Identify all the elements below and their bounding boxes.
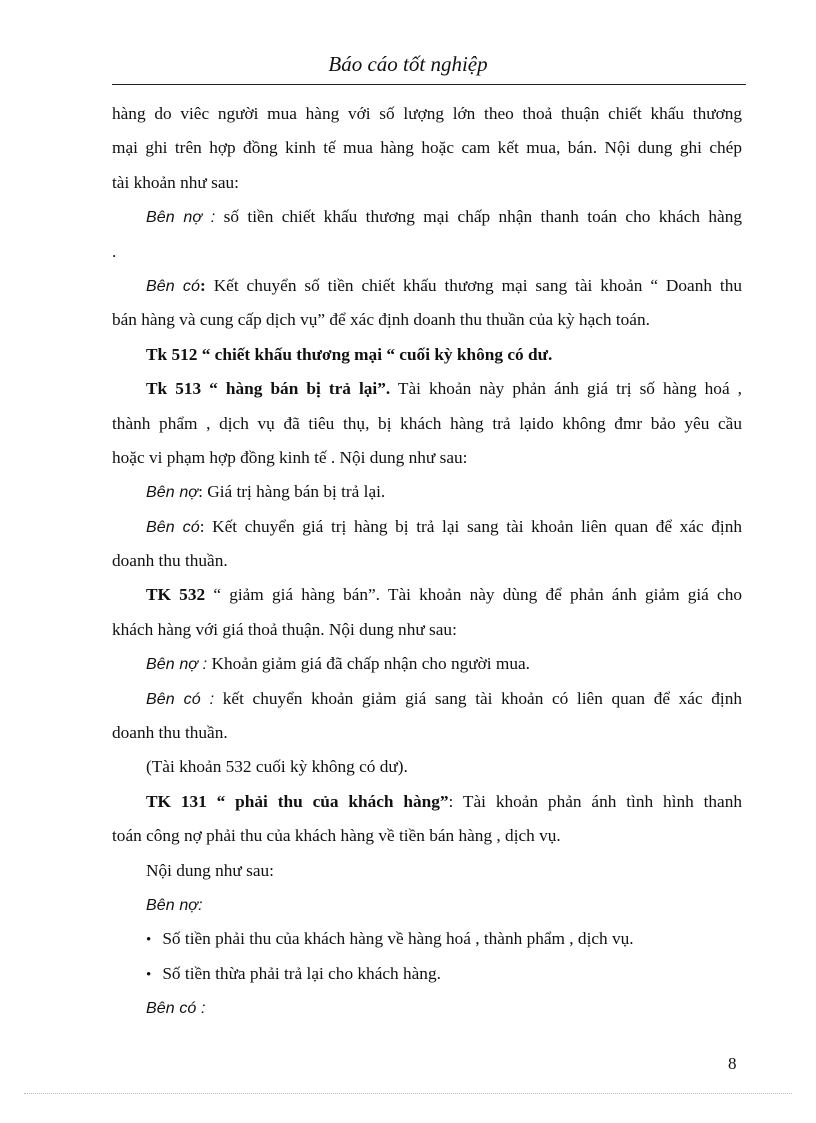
credit-line — [112, 269, 742, 303]
account-532-text: “ giảm giá hàng bán”. Tài khoản này dùng để phản ánh giảm giá cho — [205, 585, 742, 605]
list-item-text: Số tiền phải thu của khách hàng về hàng hoá , thành phẩm , dịch vụ. — [158, 929, 634, 949]
debit-line — [112, 647, 742, 681]
credit-line — [112, 991, 742, 1025]
paragraph-line: hàng do viêc người mua hàng với số lượng lớn theo thoả thuận chiết khấu thương — [112, 104, 742, 123]
credit-text: : Kết chuyển giá trị hàng bị trả lại sang tài khoản liên quan để xác định — [199, 516, 742, 536]
paragraph-line: doanh thu thuần. — [112, 551, 228, 571]
credit-label: Bên có — [146, 518, 200, 536]
account-512-heading: Tk 512 “ chiết khấu thương mại “ cuối kỳ không có dư. — [146, 344, 553, 364]
paragraph-line: (Tài khoản 532 cuối kỳ không có dư). — [146, 757, 408, 777]
debit-line — [112, 475, 742, 509]
paragraph-line: . — [112, 241, 117, 261]
account-131-heading: TK 131 “ phải thu của khách hàng” — [146, 791, 449, 811]
paragraph-line: tài khoản như sau: — [112, 172, 239, 192]
credit-line — [112, 510, 742, 544]
paragraph-line: toán công nợ phải thu của khách hàng về tiền bán hàng , dịch vụ. — [112, 826, 561, 846]
bullet-icon: • — [146, 966, 152, 983]
paragraph-line: khách hàng với giá thoả thuận. Nội dung như sau: — [112, 619, 457, 639]
page-header-title: Báo cáo tốt nghiệp — [328, 52, 488, 76]
credit-label: Bên có : — [146, 1000, 206, 1018]
account-131-text: : Tài khoản phản ánh tình hình thanh — [448, 791, 742, 811]
debit-label: Bên nợ : — [146, 656, 208, 674]
paragraph-line: thành phẩm , dịch vụ đã tiêu thụ, bị khách hàng trả lạido không đmr bảo yêu cầu — [112, 413, 742, 433]
page-number: 8 — [728, 1054, 737, 1073]
account-513-text: Tài khoản này phản ánh giá trị số hàng hoá , — [390, 379, 742, 399]
credit-text: Kết chuyển số tiền chiết khấu thương mại sang tài khoản “ Doanh thu — [205, 275, 742, 295]
list-item — [112, 957, 742, 991]
debit-text: : Giá trị hàng bán bị trả lại. — [198, 482, 386, 502]
debit-label: Bên nợ: — [146, 896, 203, 914]
account-532-line — [112, 578, 742, 612]
account-513-heading: Tk 513 “ hàng bán bị trả lại”. — [146, 379, 391, 399]
account-131-line — [112, 785, 742, 819]
document-body — [112, 97, 742, 1026]
debit-text: Khoản giảm giá đã chấp nhận cho người mua. — [207, 654, 530, 674]
debit-text: số tiền chiết khấu thương mại chấp nhận thanh toán cho khách hàng — [215, 207, 742, 227]
list-item-text: Số tiền thừa phải trả lại cho khách hàng. — [158, 963, 441, 983]
credit-label: Bên có : — [146, 690, 215, 708]
account-513-line — [112, 372, 742, 406]
credit-colon: : — [200, 275, 206, 295]
debit-line — [112, 888, 742, 922]
paragraph-line: doanh thu thuần. — [112, 723, 228, 743]
credit-text: kết chuyển khoản giảm giá sang tài khoản có liên quan để xác định — [214, 688, 742, 708]
paragraph-line: hoặc vi phạm hợp đồng kinh tế . Nội dung như sau: — [112, 447, 468, 467]
list-item — [112, 922, 742, 956]
debit-label: Bên nợ — [146, 484, 199, 502]
footer-divider — [24, 1093, 792, 1094]
header-divider — [112, 84, 746, 85]
credit-line — [112, 682, 742, 716]
bullet-icon: • — [146, 932, 152, 949]
debit-line — [112, 200, 742, 234]
debit-label: Bên nợ : — [146, 209, 216, 227]
paragraph-line: mại ghi trên hợp đồng kinh tế mua hàng hoặc cam kết mua, bán. Nội dung ghi chép — [112, 138, 742, 158]
account-532-heading: TK 532 — [146, 585, 206, 605]
paragraph-line: bán hàng và cung cấp dịch vụ” để xác định doanh thu thuần của kỳ hạch toán. — [112, 310, 650, 330]
credit-label: Bên có — [146, 277, 201, 295]
paragraph-line: Nội dung như sau: — [146, 860, 274, 880]
